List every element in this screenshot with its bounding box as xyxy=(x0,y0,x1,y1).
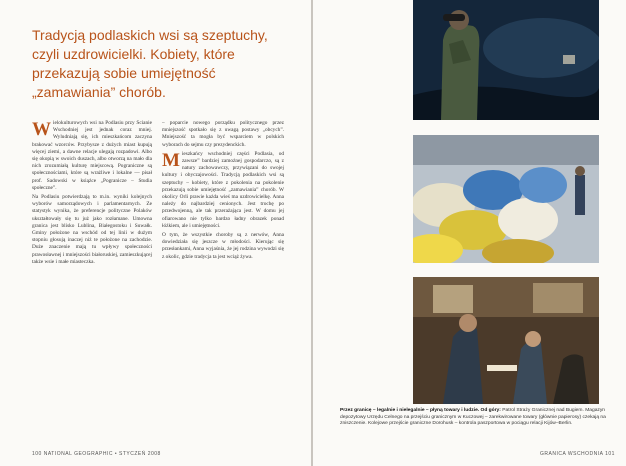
column2-paragraph-1: – poparcie nowego porządku politycznego przez mniejszość spotkało się z uwagą postawy „obcych”. Mniejszość ta mogła być wsparciem w polskich wyborach do sejmu czy prezydenckich. xyxy=(162,120,284,148)
caption-bold-direction: Od góry: xyxy=(480,408,501,413)
border-patrol-binoculars-icon xyxy=(413,0,599,120)
dropcap-w: W xyxy=(32,120,51,140)
train-passport-control-icon xyxy=(413,277,599,404)
folio-right: GRANICA WSCHODNIA 101 xyxy=(540,451,615,457)
dropcap-m: M xyxy=(162,149,180,171)
body-column-2 xyxy=(162,120,284,450)
column1-paragraph-1 xyxy=(32,120,152,192)
seized-goods-photo xyxy=(413,135,599,263)
column2-text-2: ieszkańcy wschodniej części Podlasia, od zawsze” bardziej zamożnej gospodarczo, są z natury zachowawczy, przywiązani do swojej kultury i obyczajowości. Tradycją podlaskich wsi są szeptuchy – kobiety, które z pokolenia na pokolenie przekazują sobie umiejętność „zamawiania” chorób. W okolicy Orli prawie każda wieś ma uzdrowicielkę. Anna należy do najbardziej cenionych. Jest trochę po przedwojenną, ale tak przerażająca jest. W domu jej ofiarowano nie tylko bardzo ładny obrazek ponad łóżkiem, ale i umiejętności. xyxy=(162,150,284,229)
caption-text: Patrol Straży Granicznej nad Bugiem. Magazyn depozytowy Urzędu Celnego na przejściu granicznym w Kuczowej – zarekwirowane towary (głównie papierosy) czekają na zniszczenie. Kolejowe przejście graniczne Dorohusk – kontrola paszportowa w pociągu relacji Kijów–Berlin. xyxy=(340,408,606,427)
column1-text-1: ielokulturowych wsi na Podlasiu przy Ścianie Wschodniej jest jednak coraz mniej. Wyludniają się, ich mieszkańcom zaczyna brakować wzorców. Przybysze z dużych miast kupują więcej ziemi, a dawne relacje ulegają rozpadowi. Albo się okopią w swoich duszach, albo otworzą na mało dla nich zrozumiałą kulturę miejscową. Pograniczne są społecznościami, które są wrażliwe i lokalne — pisał prof. Sadowski w książce „Pogranicze – Studia społeczne”. xyxy=(32,120,152,191)
column2-paragraph-3: O tym, że wszystkie choroby są z nerwów, Anna dowiedziała się jeszcze w młodości. Kierując się przesłankami, Anna wyjaśnia, że jej rodzina wywodzi się z okolic, gdzie tradycja ta jest wciąż żywa. xyxy=(162,232,284,260)
border-patrol-photo xyxy=(413,0,599,120)
train-control-photo xyxy=(413,277,599,404)
column1-paragraph-2: Na Podlasiu potwierdzają to m.in. wyniki kolejnych wyborów samorządowych i parlamentarnych. Ze statystyk wynika, że preferencje polityczne Polaków ukształtowały się tu już jako rozłamane. Umowna granica jest blisko Lublina, Białegostoku i Suwałk. Gminy położone na wschód od tej linii w dużym stopniu głosują inaczej niż te położone na zachodzie. Duże znaczenie mają tu wpływy społeczności prawosławnej i mniejszości białoruskiej, zamieszkującej także wsie i małe miasteczka. xyxy=(32,194,152,265)
caption-bold-lead: Przez granicę – legalnie i nielegalnie – płyną towary i ludzie. xyxy=(340,408,480,413)
seized-goods-sacks-icon xyxy=(413,135,599,263)
photo-caption xyxy=(340,408,606,428)
lead-paragraph: Tradycją podlaskich wsi są szeptuchy, czyli uzdrowicielki. Kobiety, które przekazują sobie umiejętność „zamawiania” chorób. xyxy=(32,27,268,100)
folio-left: 100 NATIONAL GEOGRAPHIC • STYCZEŃ 2008 xyxy=(32,451,161,457)
left-page xyxy=(0,0,311,466)
body-column-1 xyxy=(32,120,152,450)
column2-paragraph-2 xyxy=(162,151,284,230)
